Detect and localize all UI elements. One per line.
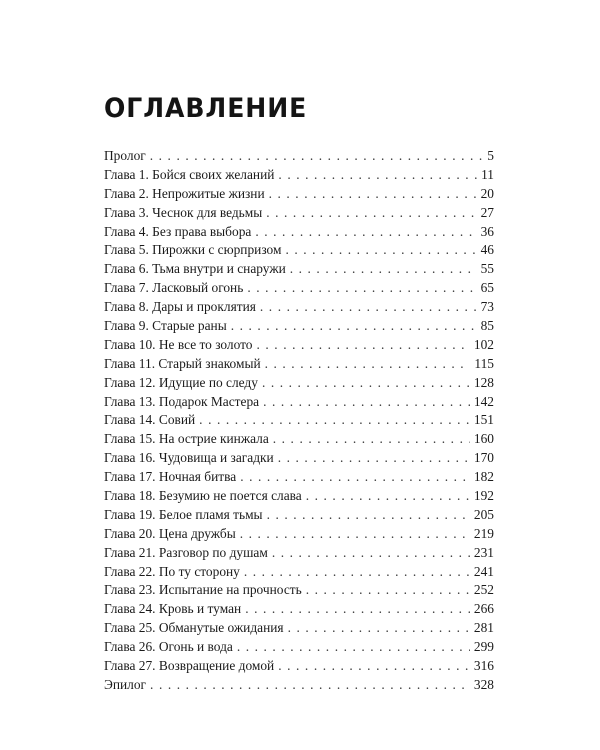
toc-entry-page-number: 205 xyxy=(473,506,494,522)
toc-entry-page-number: 299 xyxy=(473,639,494,655)
toc-entry-title: Глава 19. Белое пламя тьмы xyxy=(104,506,263,522)
toc-entry xyxy=(104,544,494,563)
toc-entry xyxy=(104,241,494,260)
dot-leader xyxy=(263,393,470,412)
dot-leader xyxy=(231,317,477,336)
toc-entry-title: Глава 8. Дары и проклятия xyxy=(104,299,256,315)
toc-entry-title: Глава 17. Ночная битва xyxy=(104,469,237,485)
dot-leader xyxy=(269,185,477,204)
toc-entry-page-number: 11 xyxy=(481,166,494,182)
toc-entry xyxy=(104,430,494,449)
dot-leader xyxy=(278,449,470,468)
dot-leader xyxy=(262,374,470,393)
toc-entry-page-number: 115 xyxy=(474,355,494,371)
dot-leader xyxy=(237,638,470,657)
toc-entry-page-number: 182 xyxy=(473,469,494,485)
toc-entry xyxy=(104,449,494,468)
dot-leader xyxy=(306,487,470,506)
toc-entry-page-number: 102 xyxy=(473,336,494,352)
toc-entry-page-number: 151 xyxy=(473,412,494,428)
toc-entry-page-number: 36 xyxy=(480,223,494,239)
toc-list xyxy=(104,147,494,695)
dot-leader xyxy=(199,411,470,430)
toc-entry xyxy=(104,619,494,638)
toc-entry-title: Глава 6. Тьма внутри и снаружи xyxy=(104,261,286,277)
toc-entry xyxy=(104,336,494,355)
dot-leader xyxy=(240,468,470,487)
toc-entry-title: Пролог xyxy=(104,148,146,163)
toc-entry xyxy=(104,355,494,374)
toc-entry-title: Глава 9. Старые раны xyxy=(104,318,227,334)
toc-entry-page-number: 160 xyxy=(473,431,494,447)
toc-entry xyxy=(104,525,494,544)
dot-leader xyxy=(150,147,484,166)
toc-entry xyxy=(104,260,494,279)
dot-leader xyxy=(272,544,470,563)
toc-entry xyxy=(104,185,494,204)
toc-entry-page-number: 85 xyxy=(480,318,494,334)
toc-entry-title: Глава 18. Безумию не поется слава xyxy=(104,488,302,504)
toc-entry xyxy=(104,204,494,223)
toc-entry-title: Глава 26. Огонь и вода xyxy=(104,639,233,655)
toc-entry-page-number: 231 xyxy=(473,544,494,560)
toc-entry-page-number: 316 xyxy=(473,658,494,674)
toc-entry-title: Глава 10. Не все то золото xyxy=(104,336,253,352)
toc-entry-page-number: 170 xyxy=(473,450,494,466)
toc-entry xyxy=(104,487,494,506)
dot-leader xyxy=(273,430,470,449)
toc-entry-title: Глава 11. Старый знакомый xyxy=(104,355,261,371)
toc-entry-title: Глава 24. Кровь и туман xyxy=(104,601,242,617)
toc-entry-page-number: 281 xyxy=(473,620,494,636)
dot-leader xyxy=(266,204,476,223)
toc-entry xyxy=(104,411,494,430)
toc-entry xyxy=(104,147,494,166)
dot-leader xyxy=(240,525,470,544)
dot-leader xyxy=(244,563,470,582)
toc-entry-page-number: 252 xyxy=(473,582,494,598)
toc-entry-page-number: 219 xyxy=(473,525,494,541)
toc-entry-page-number: 55 xyxy=(480,261,494,277)
toc-entry-title: Глава 27. Возвращение домой xyxy=(104,658,275,674)
toc-entry xyxy=(104,298,494,317)
toc-entry xyxy=(104,638,494,657)
toc-entry-title: Глава 13. Подарок Мастера xyxy=(104,393,260,409)
toc-entry-title: Глава 5. Пирожки с сюрпризом xyxy=(104,242,282,258)
toc-entry-title: Глава 25. Обманутые ожидания xyxy=(104,620,284,636)
toc-entry-page-number: 241 xyxy=(473,563,494,579)
toc-entry xyxy=(104,468,494,487)
toc-entry xyxy=(104,223,494,242)
toc-entry xyxy=(104,600,494,619)
toc-entry-title: Глава 7. Ласковый огонь xyxy=(104,280,244,296)
toc-entry xyxy=(104,581,494,600)
toc-entry-title: Глава 2. Непрожитые жизни xyxy=(104,185,265,201)
dot-leader xyxy=(290,260,477,279)
dot-leader xyxy=(247,279,476,298)
dot-leader xyxy=(306,581,470,600)
toc-entry xyxy=(104,166,494,185)
toc-entry-page-number: 20 xyxy=(480,185,494,201)
toc-entry-page-number: 65 xyxy=(480,280,494,296)
toc-entry-title: Глава 23. Испытание на прочность xyxy=(104,582,302,598)
toc-entry-page-number: 46 xyxy=(480,242,494,258)
toc-entry-page-number: 27 xyxy=(480,204,494,220)
toc-entry xyxy=(104,317,494,336)
toc-entry-title: Глава 12. Идущие по следу xyxy=(104,374,258,390)
toc-heading: ОГЛАВЛЕНИЕ xyxy=(104,93,308,124)
toc-entry-title: Глава 14. Совий xyxy=(104,412,196,428)
toc-entry xyxy=(104,393,494,412)
dot-leader xyxy=(245,600,470,619)
toc-entry-page-number: 5 xyxy=(487,148,494,163)
toc-entry xyxy=(104,657,494,676)
dot-leader xyxy=(267,506,470,525)
dot-leader xyxy=(265,355,471,374)
dot-leader xyxy=(288,619,470,638)
toc-entry-page-number: 328 xyxy=(473,676,494,692)
dot-leader xyxy=(278,657,470,676)
dot-leader xyxy=(257,336,470,355)
toc-entry xyxy=(104,374,494,393)
toc-entry-page-number: 142 xyxy=(473,393,494,409)
toc-entry-page-number: 266 xyxy=(473,601,494,617)
toc-entry-title: Глава 22. По ту сторону xyxy=(104,563,240,579)
toc-entry-title: Глава 16. Чудовища и загадки xyxy=(104,450,274,466)
dot-leader xyxy=(285,241,476,260)
toc-entry-title: Глава 21. Разговор по душам xyxy=(104,544,268,560)
toc-entry-page-number: 128 xyxy=(473,374,494,390)
toc-entry xyxy=(104,676,494,695)
dot-leader xyxy=(260,298,477,317)
toc-entry-title: Глава 4. Без права выбора xyxy=(104,223,252,239)
toc-entry-title: Глава 20. Цена дружбы xyxy=(104,525,236,541)
toc-entry xyxy=(104,563,494,582)
dot-leader xyxy=(150,676,470,695)
dot-leader xyxy=(255,223,476,242)
toc-entry xyxy=(104,279,494,298)
toc-entry xyxy=(104,506,494,525)
toc-entry-title: Глава 3. Чеснок для ведьмы xyxy=(104,204,263,220)
toc-entry-title: Эпилог xyxy=(104,676,147,692)
dot-leader xyxy=(278,166,477,185)
toc-entry-title: Глава 1. Бойся своих желаний xyxy=(104,166,275,182)
toc-entry-page-number: 192 xyxy=(473,488,494,504)
toc-entry-title: Глава 15. На острие кинжала xyxy=(104,431,269,447)
toc-entry-page-number: 73 xyxy=(480,299,494,315)
